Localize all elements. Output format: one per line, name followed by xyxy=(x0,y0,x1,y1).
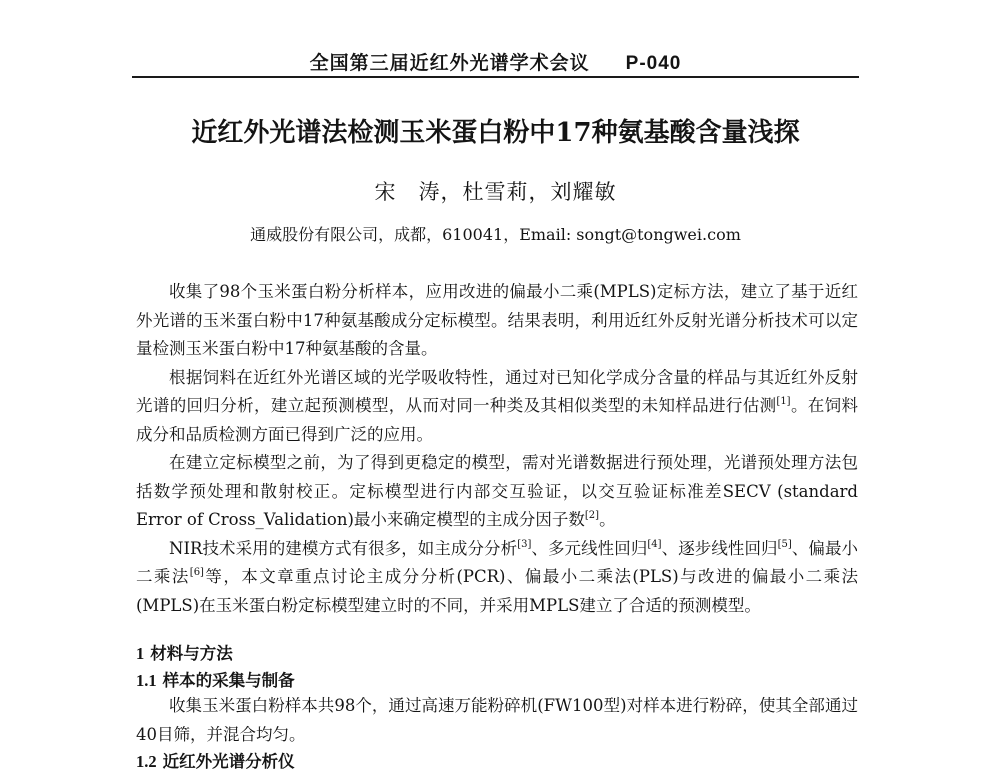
citation-ref: [1] xyxy=(776,396,791,407)
citation-ref: [2] xyxy=(584,510,600,521)
citation-ref: [5] xyxy=(777,538,792,550)
running-header xyxy=(132,48,859,75)
abstract-paragraph: 收集了98个玉米蛋白粉分析样本，应用改进的偏最小二乘(MPLS)定标方法，建立了基于近红外光谱的玉米蛋白粉中17种氨基酸成分定标模型。结果表明，利用近红外反射光谱分析技术可以定量检测玉米蛋白粉中17种氨基酸的含量。 xyxy=(136,282,858,358)
section-heading-1-1: 1.1 样本的采集与制备 xyxy=(136,671,295,690)
intro-paragraph-2: 在建立定标模型之前，为了得到更稳定的模型，需对光谱数据进行预处理，光谱预处理方法包括数学预处理和散射校正。定标模型进行内部交互验证，以交互验证标准差SECV (standard Error of Cross_Validation)最小来确定模型的主成分因子数[2]。 xyxy=(136,453,858,529)
conference-name: 全国第三届近红外光谱学术会议 xyxy=(309,52,590,74)
section-1-1-body xyxy=(136,692,858,749)
paper-title: 近红外光谱法检测玉米蛋白粉中17种氨基酸含量浅探 xyxy=(191,118,800,148)
section-1-1-paragraph: 收集玉米蛋白粉样本共98个，通过高速万能粉碎机(FW100型)对样本进行粉碎，使其全部通过40目筛，并混合均匀。 xyxy=(136,696,858,744)
author-list: 宋 涛，杜雪莉，刘耀敏 xyxy=(374,180,617,204)
affiliation: 通威股份有限公司，成都，610041，Email: songt@tongwei.com xyxy=(250,225,741,244)
citation-ref: [3] xyxy=(517,538,532,550)
intro-paragraph-1: 根据饲料在近红外光谱区域的光学吸收特性，通过对已知化学成分含量的样品与其近红外反射光谱的回归分析，建立起预测模型，从而对同一种类及其相似类型的未知样品进行估测[1]。在饲料成分和品质检测方面已得到广泛的应用。 xyxy=(136,367,859,444)
citation-ref: [4] xyxy=(647,538,662,550)
paper-code: P-040 xyxy=(625,53,682,74)
section-heading-1: 1 材料与方法 xyxy=(136,644,233,663)
citation-ref: [6] xyxy=(189,567,204,578)
section-heading-1-2: 1.2 近红外光谱分析仪 xyxy=(136,752,295,771)
abstract-block xyxy=(136,278,858,620)
intro-paragraph-3: NIR技术采用的建模方式有很多，如主成分分析[3]、多元线性回归[4]、逐步线性回归[5]、偏最小二乘法[6]等，本文章重点讨论主成分分析(PCR)、偏最小二乘法(PLS)与改进的偏最小二乘法(MPLS)在玉米蛋白粉定标模型建立时的不同，并采用MPLS建立了合适的预测模型。 xyxy=(136,538,859,615)
header-rule xyxy=(132,76,859,78)
